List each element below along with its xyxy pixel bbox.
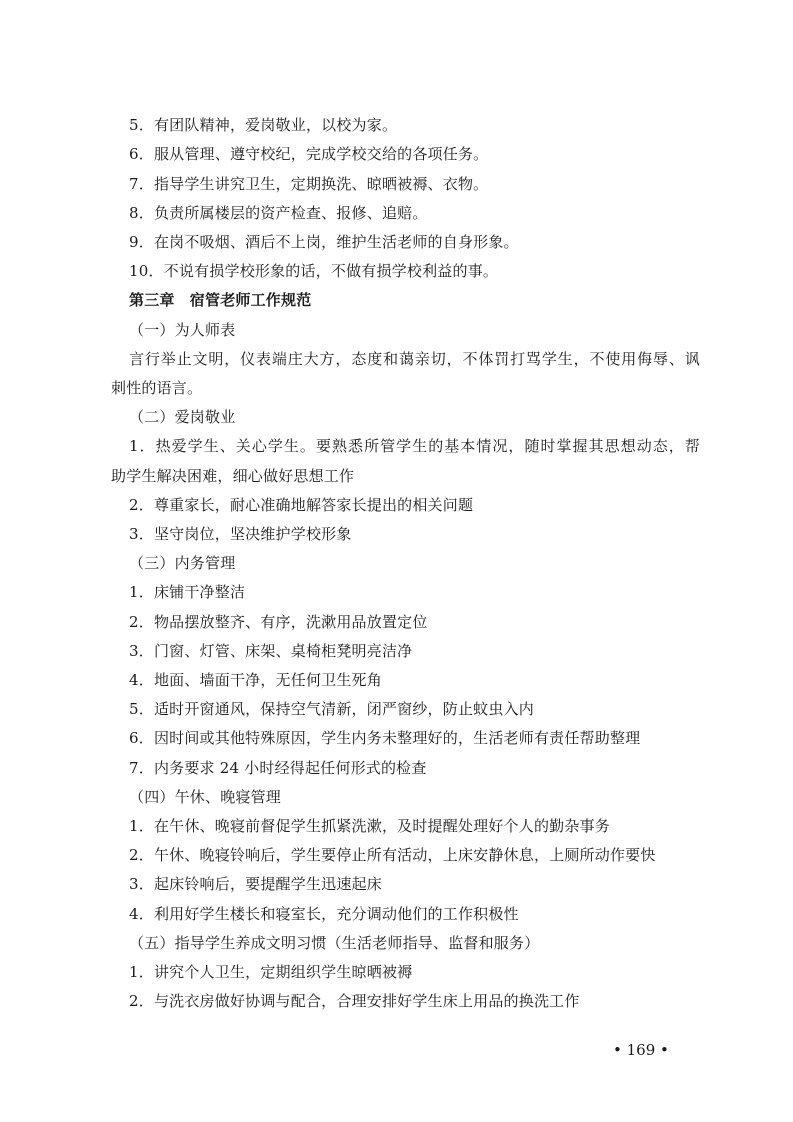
text-line: 5．有团队精神，爱岗敬业，以校为家。 [129,116,398,134]
text-line: 6．服从管理、遵守校纪，完成学校交给的各项任务。 [129,145,489,163]
text-line: 10．不说有损学校形象的话，不做有损学校利益的事。 [129,262,499,280]
text-line: 2．尊重家长，耐心准确地解答家长提出的相关问题 [129,496,474,514]
page-number: • 169 • [613,1041,669,1059]
text-line: 3．起床铃响后，要提醒学生迅速起床 [129,875,382,893]
text-line: 1．在午休、晚寝前督促学生抓紧洗漱，及时提醒处理好个人的勤杂事务 [129,817,610,835]
text-line: 5．适时开窗通风，保持空气清新，闭严窗纱，防止蚊虫入内 [129,700,534,718]
text-line: 助学生解决困难，细心做好思想工作 [111,467,355,485]
text-line: 4．地面、墙面干净，无任何卫生死角 [129,671,382,689]
text-line: 1．热爱学生、关心学生。要熟悉所管学生的基本情况，随时掌握其思想动态，帮 [129,437,700,455]
text-line: 7．指导学生讲究卫生，定期换洗、晾晒被褥、衣物。 [129,175,489,193]
text-line: 4．利用好学生楼长和寝室长，充分调动他们的工作积极性 [129,905,519,923]
section-heading: （二）爱岗敬业 [129,408,236,426]
text-line: 9．在岗不吸烟、酒后不上岗，维护生活老师的自身形象。 [129,233,519,251]
text-line: 2．午休、晚寝铃响后，学生要停止所有活动，上床安静休息，上厕所动作要快 [129,846,656,864]
text-line: 言行举止文明，仪表端庄大方，态度和蔼亲切，不体罚打骂学生，不使用侮辱、讽 [129,350,700,368]
section-heading: （五）指导学生养成文明习惯（生活老师指导、监督和服务） [129,934,540,952]
section-heading: （四）午休、晚寝管理 [129,788,282,806]
text-line: 刺性的语言。 [111,379,203,397]
text-line: 7．内务要求 24 小时经得起任何形式的检查 [129,759,427,777]
section-heading: （一）为人师表 [129,321,236,339]
chapter-heading: 第三章 宿管老师工作规范 [129,291,312,309]
text-line: 1．讲究个人卫生，定期组织学生晾晒被褥 [129,963,413,981]
text-line: 2．物品摆放整齐、有序，洗漱用品放置定位 [129,613,428,631]
text-line: 3．门窗、灯管、床架、桌椅柜凳明亮洁净 [129,642,413,660]
text-line: 3．坚守岗位，坚决维护学校形象 [129,525,352,543]
section-heading: （三）内务管理 [129,554,236,572]
text-line: 1．床铺干净整洁 [129,583,246,601]
text-line: 8．负责所属楼层的资产检查、报修、追赔。 [129,204,428,222]
text-line: 2．与洗衣房做好协调与配合，合理安排好学生床上用品的换洗工作 [129,992,580,1010]
text-line: 6．因时间或其他特殊原因，学生内务未整理好的，生活老师有责任帮助整理 [129,729,641,747]
